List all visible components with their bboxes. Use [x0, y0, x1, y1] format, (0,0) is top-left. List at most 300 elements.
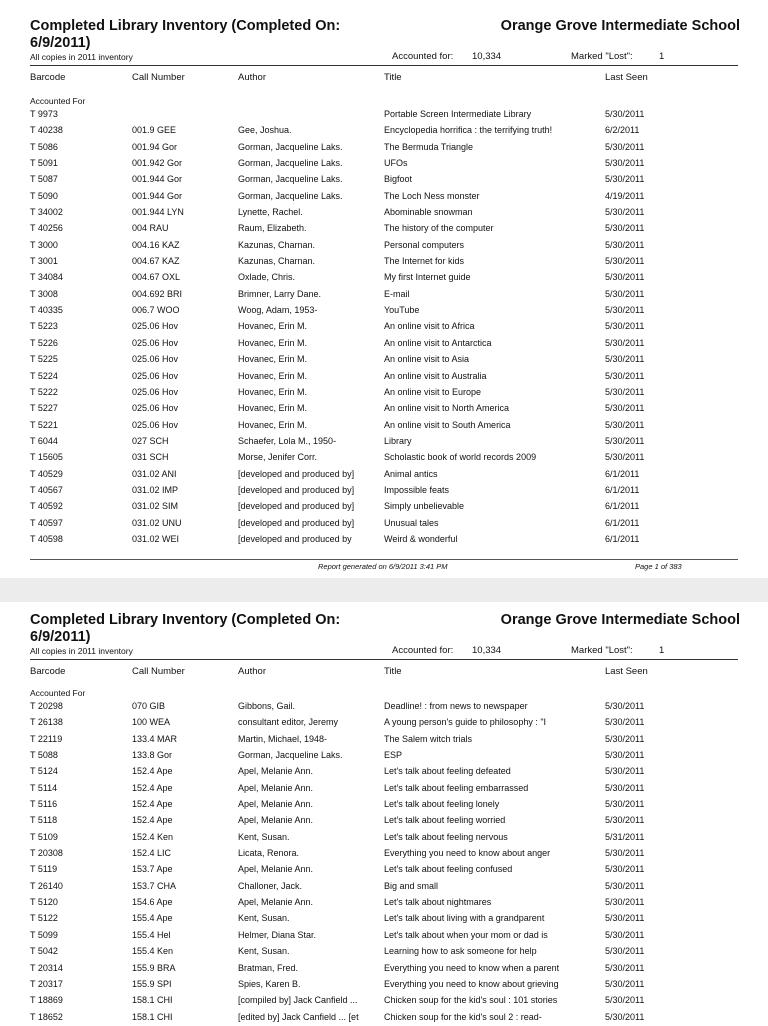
title-cell: Everything you need to know about grieving	[384, 978, 559, 989]
title-cell: Let's talk about feeling worried	[384, 815, 506, 826]
title-cell: Chicken soup for the kid's soul : 101 stories	[384, 995, 558, 1006]
author-cell: Apel, Melanie Ann.	[238, 897, 314, 908]
title-cell: E-mail	[384, 288, 410, 299]
call-number-cell: 152.4 Ken	[132, 831, 174, 842]
last-seen-cell: 6/1/2011	[605, 517, 640, 528]
author-cell: Bratman, Fred.	[238, 962, 299, 973]
author-cell: Gibbons, Gail.	[238, 701, 296, 711]
author-cell: Hovanec, Erin M.	[238, 386, 308, 397]
barcode-cell: T 5122	[30, 913, 58, 924]
last-seen-cell: 5/30/2011	[605, 815, 645, 826]
author-cell: Hovanec, Erin M.	[238, 403, 308, 414]
call-number-cell: 152.4 LIC	[132, 848, 172, 859]
last-seen-cell: 5/30/2011	[605, 929, 645, 940]
author-cell: Hovanec, Erin M.	[238, 354, 308, 365]
column-header-last-seen: Last Seen	[605, 666, 648, 677]
author-cell: Gorman, Jacqueline Laks.	[238, 158, 343, 169]
last-seen-cell: 5/30/2011	[605, 799, 645, 810]
barcode-cell: T 5090	[30, 190, 58, 201]
table-row	[0, 303, 768, 319]
author-cell: Gorman, Jacqueline Laks.	[238, 141, 343, 152]
last-seen-cell: 5/30/2011	[605, 848, 645, 859]
title-cell: An online visit to Africa	[384, 321, 475, 332]
table-row	[0, 830, 768, 846]
column-header-author: Author	[238, 666, 266, 677]
author-cell: Schaefer, Lola M., 1950-	[238, 435, 337, 446]
author-cell: Martin, Michael, 1948-	[238, 733, 328, 744]
call-number-cell: 152.4 Ape	[132, 815, 173, 826]
author-cell: Kazunas, Charnan.	[238, 256, 316, 267]
footer-divider	[30, 559, 738, 560]
title-cell: ESP	[384, 750, 403, 761]
lost-value: 1	[659, 51, 665, 62]
barcode-cell: T 5222	[30, 386, 58, 397]
last-seen-cell: 5/30/2011	[605, 913, 645, 924]
title-cell: The Salem witch trials	[384, 733, 473, 744]
barcode-cell: T 20298	[30, 701, 63, 711]
accounted-label: Accounted for:	[392, 51, 454, 62]
title-cell: Deadline! : from news to newspaper	[384, 701, 528, 711]
title-cell: Let's talk about feeling confused	[384, 864, 513, 875]
barcode-cell: T 6044	[30, 435, 58, 446]
barcode-cell: T 5227	[30, 403, 58, 414]
barcode-cell: T 5091	[30, 158, 58, 169]
call-number-cell: 001.944 Gor	[132, 190, 183, 201]
call-number-cell: 158.1 CHI	[132, 995, 173, 1006]
title-cell: The Internet for kids	[384, 256, 465, 267]
author-cell: Apel, Melanie Ann.	[238, 766, 314, 777]
author-cell: Kent, Susan.	[238, 946, 290, 957]
table-row	[0, 516, 768, 532]
table-row	[0, 172, 768, 188]
table-row	[0, 944, 768, 960]
lost-value: 1	[659, 645, 665, 656]
author-cell: Raum, Elizabeth.	[238, 223, 307, 234]
title-cell: Encyclopedia horrifica : the terrifying truth!	[384, 125, 553, 136]
table-row	[0, 993, 768, 1009]
column-header-barcode: Barcode	[30, 72, 66, 83]
last-seen-cell: 5/30/2011	[605, 305, 645, 316]
last-seen-cell: 5/30/2011	[605, 288, 645, 299]
call-number-cell: 152.4 Ape	[132, 766, 173, 777]
table-row	[0, 107, 768, 123]
author-cell: Gorman, Jacqueline Laks.	[238, 174, 343, 185]
call-number-cell: 001.9 GEE	[132, 125, 177, 136]
call-number-cell: 155.4 Ape	[132, 913, 173, 924]
footer-page-number: Page 1 of 383	[635, 562, 682, 571]
call-number-cell: 153.7 CHA	[132, 880, 177, 891]
barcode-cell: T 5088	[30, 750, 58, 761]
last-seen-cell: 5/30/2011	[605, 321, 645, 332]
last-seen-cell: 5/30/2011	[605, 158, 645, 169]
author-cell: [developed and produced by]	[238, 484, 355, 495]
table-row	[0, 140, 768, 156]
column-header-title: Title	[384, 72, 402, 83]
column-header-author: Author	[238, 72, 266, 83]
title-cell: Everything you need to know when a parent	[384, 962, 560, 973]
barcode-cell: T 5226	[30, 337, 58, 348]
title-cell: An online visit to South America	[384, 419, 511, 430]
barcode-cell: T 40592	[30, 501, 63, 512]
title-cell: Everything you need to know about anger	[384, 848, 551, 859]
title-cell: The history of the computer	[384, 223, 494, 234]
last-seen-cell: 6/1/2011	[605, 533, 640, 544]
table-row	[0, 336, 768, 352]
barcode-cell: T 5086	[30, 141, 58, 152]
title-cell: Library	[384, 435, 412, 446]
call-number-cell: 001.944 LYN	[132, 207, 184, 218]
author-cell: Apel, Melanie Ann.	[238, 782, 314, 793]
last-seen-cell: 5/30/2011	[605, 452, 645, 463]
author-cell: Licata, Renora.	[238, 848, 300, 859]
table-row	[0, 450, 768, 466]
last-seen-cell: 5/30/2011	[605, 946, 645, 957]
barcode-cell: T 40335	[30, 305, 63, 316]
barcode-cell: T 20308	[30, 848, 63, 859]
last-seen-cell: 5/30/2011	[605, 403, 645, 414]
table-row	[0, 205, 768, 221]
call-number-cell: 031 SCH	[132, 452, 169, 463]
lost-label: Marked "Lost":	[571, 645, 633, 656]
barcode-cell: T 40598	[30, 533, 63, 544]
table-row	[0, 352, 768, 368]
last-seen-cell: 5/30/2011	[605, 141, 645, 152]
table-row	[0, 928, 768, 944]
barcode-cell: T 5221	[30, 419, 58, 430]
title-cell: Let's talk about feeling lonely	[384, 799, 500, 810]
title-cell: Let's talk about feeling defeated	[384, 766, 511, 777]
title-cell: Big and small	[384, 880, 439, 891]
last-seen-cell: 5/30/2011	[605, 435, 645, 446]
lost-label: Marked "Lost":	[571, 51, 633, 62]
author-cell: Kazunas, Charnan.	[238, 239, 316, 250]
last-seen-cell: 5/30/2011	[605, 207, 645, 218]
last-seen-cell: 5/30/2011	[605, 782, 645, 793]
barcode-cell: T 3000	[30, 239, 58, 250]
call-number-cell: 158.1 CHI	[132, 1011, 173, 1022]
last-seen-cell: 5/30/2011	[605, 354, 645, 365]
last-seen-cell: 5/30/2011	[605, 766, 645, 777]
title-cell: Weird & wonderful	[384, 533, 458, 544]
title-cell: Animal antics	[384, 468, 438, 479]
table-row	[0, 911, 768, 927]
barcode-cell: T 40529	[30, 468, 63, 479]
title-cell: My first Internet guide	[384, 272, 471, 283]
inventory-table-page-2	[0, 699, 768, 1026]
author-cell: [developed and produced by]	[238, 468, 355, 479]
last-seen-cell: 5/30/2011	[605, 223, 645, 234]
barcode-cell: T 15605	[30, 452, 63, 463]
author-cell: Gorman, Jacqueline Laks.	[238, 190, 343, 201]
school-name: Orange Grove Intermediate School	[500, 612, 740, 628]
report-subtitle: All copies in 2011 inventory	[30, 52, 133, 62]
author-cell: Oxlade, Chris.	[238, 272, 296, 283]
title-cell: Chicken soup for the kid's soul 2 : read-	[384, 1011, 542, 1022]
title-cell: The Loch Ness monster	[384, 190, 480, 201]
last-seen-cell: 5/30/2011	[605, 370, 645, 381]
barcode-cell: T 18869	[30, 995, 63, 1006]
column-header-call-number: Call Number	[132, 666, 185, 677]
column-header-title: Title	[384, 666, 402, 677]
barcode-cell: T 9973	[30, 109, 58, 119]
table-row	[0, 797, 768, 813]
last-seen-cell: 6/1/2011	[605, 468, 640, 479]
call-number-cell: 004.692 BRI	[132, 288, 183, 299]
table-row	[0, 748, 768, 764]
barcode-cell: T 40567	[30, 484, 63, 495]
call-number-cell: 027 SCH	[132, 435, 169, 446]
barcode-cell: T 34084	[30, 272, 63, 283]
call-number-cell: 031.02 IMP	[132, 484, 179, 495]
accounted-value: 10,334	[472, 645, 502, 656]
author-cell: Brimner, Larry Dane.	[238, 288, 322, 299]
table-row	[0, 1010, 768, 1026]
title-cell: Simply unbelievable	[384, 501, 465, 512]
author-cell: Spies, Karen B.	[238, 978, 301, 989]
last-seen-cell: 5/30/2011	[605, 239, 645, 250]
last-seen-cell: 5/30/2011	[605, 272, 645, 283]
section-label: Accounted For	[30, 96, 86, 106]
last-seen-cell: 6/2/2011	[605, 125, 640, 136]
title-cell: Abominable snowman	[384, 207, 473, 218]
barcode-cell: T 40238	[30, 125, 63, 136]
author-cell: Apel, Melanie Ann.	[238, 864, 314, 875]
table-row	[0, 123, 768, 139]
author-cell: [developed and produced by]	[238, 517, 355, 528]
author-cell: Kent, Susan.	[238, 831, 290, 842]
barcode-cell: T 5224	[30, 370, 58, 381]
barcode-cell: T 40597	[30, 517, 63, 528]
barcode-cell: T 5223	[30, 321, 58, 332]
title-cell: Let's talk about feeling embarrassed	[384, 782, 529, 793]
author-cell: Morse, Jenifer Corr.	[238, 452, 318, 463]
author-cell: Hovanec, Erin M.	[238, 321, 308, 332]
author-cell: [compiled by] Jack Canfield ...	[238, 995, 358, 1006]
call-number-cell: 025.06 Hov	[132, 403, 179, 414]
call-number-cell: 155.9 BRA	[132, 962, 176, 973]
table-row	[0, 879, 768, 895]
author-cell: Hovanec, Erin M.	[238, 370, 308, 381]
last-seen-cell: 5/30/2011	[605, 733, 645, 744]
author-cell: Gee, Joshua.	[238, 125, 292, 136]
barcode-cell: T 34002	[30, 207, 63, 218]
barcode-cell: T 5087	[30, 174, 58, 185]
call-number-cell: 100 WEA	[132, 717, 171, 728]
title-cell: A young person's guide to philosophy : "I	[384, 717, 547, 728]
barcode-cell: T 5118	[30, 815, 58, 826]
last-seen-cell: 5/30/2011	[605, 864, 645, 875]
last-seen-cell: 5/30/2011	[605, 386, 645, 397]
last-seen-cell: 5/30/2011	[605, 701, 645, 711]
last-seen-cell: 5/30/2011	[605, 256, 645, 267]
barcode-cell: T 3001	[30, 256, 58, 267]
table-row	[0, 732, 768, 748]
table-row	[0, 319, 768, 335]
table-row	[0, 764, 768, 780]
call-number-cell: 070 GIB	[132, 701, 166, 711]
author-cell: Hovanec, Erin M.	[238, 337, 308, 348]
call-number-cell: 025.06 Hov	[132, 386, 179, 397]
table-row	[0, 434, 768, 450]
table-row	[0, 483, 768, 499]
table-row	[0, 270, 768, 286]
table-row	[0, 961, 768, 977]
title-cell: Learning how to ask someone for help	[384, 946, 537, 957]
header-divider	[30, 65, 738, 66]
section-label: Accounted For	[30, 688, 86, 698]
report-title: Completed Library Inventory (Completed On: 6/9/2011)	[30, 18, 341, 51]
title-cell: Let's talk about nightmares	[384, 897, 492, 908]
column-header-barcode: Barcode	[30, 666, 66, 677]
call-number-cell: 004.67 KAZ	[132, 256, 180, 267]
table-row	[0, 532, 768, 548]
author-cell: Challoner, Jack.	[238, 880, 303, 891]
table-row	[0, 499, 768, 515]
last-seen-cell: 6/1/2011	[605, 484, 640, 495]
call-number-cell: 004 RAU	[132, 223, 169, 234]
title-cell: Let's talk about feeling nervous	[384, 831, 508, 842]
call-number-cell: 025.06 Hov	[132, 337, 179, 348]
table-row	[0, 287, 768, 303]
barcode-cell: T 40256	[30, 223, 63, 234]
author-cell: Hovanec, Erin M.	[238, 419, 308, 430]
call-number-cell: 155.4 Ken	[132, 946, 174, 957]
title-cell: YouTube	[384, 305, 420, 316]
last-seen-cell: 5/30/2011	[605, 419, 645, 430]
barcode-cell: T 5225	[30, 354, 58, 365]
title-cell: An online visit to Asia	[384, 354, 470, 365]
title-cell: An online visit to Europe	[384, 386, 482, 397]
author-cell: Helmer, Diana Star.	[238, 929, 317, 940]
title-cell: The Bermuda Triangle	[384, 141, 474, 152]
call-number-cell: 153.7 Ape	[132, 864, 173, 875]
title-cell: Let's talk about when your mom or dad is	[384, 929, 548, 940]
author-cell: consultant editor, Jeremy	[238, 717, 339, 728]
report-subtitle: All copies in 2011 inventory	[30, 646, 133, 656]
table-row	[0, 781, 768, 797]
last-seen-cell: 5/30/2011	[605, 880, 645, 891]
table-row	[0, 977, 768, 993]
table-row	[0, 401, 768, 417]
school-name: Orange Grove Intermediate School	[500, 18, 740, 34]
call-number-cell: 133.4 MAR	[132, 733, 178, 744]
header-divider	[30, 659, 738, 660]
title-cell: UFOs	[384, 158, 408, 169]
table-row	[0, 699, 768, 715]
title-cell: Scholastic book of world records 2009	[384, 452, 537, 463]
author-cell: [developed and produced by	[238, 533, 352, 544]
call-number-cell: 152.4 Ape	[132, 799, 173, 810]
title-cell: Let's talk about living with a grandparent	[384, 913, 545, 924]
barcode-cell: T 20317	[30, 978, 63, 989]
call-number-cell: 155.9 SPI	[132, 978, 172, 989]
call-number-cell: 025.06 Hov	[132, 370, 179, 381]
call-number-cell: 152.4 Ape	[132, 782, 173, 793]
barcode-cell: T 26138	[30, 717, 63, 728]
last-seen-cell: 5/30/2011	[605, 962, 645, 973]
author-cell: Kent, Susan.	[238, 913, 290, 924]
barcode-cell: T 22119	[30, 733, 63, 744]
author-cell: [developed and produced by]	[238, 501, 355, 512]
table-row	[0, 862, 768, 878]
table-row	[0, 369, 768, 385]
call-number-cell: 006.7 WOO	[132, 305, 180, 316]
title-cell: Personal computers	[384, 239, 465, 250]
author-cell: Lynette, Rachel.	[238, 207, 303, 218]
barcode-cell: T 20314	[30, 962, 63, 973]
table-row	[0, 385, 768, 401]
author-cell: Apel, Melanie Ann.	[238, 799, 314, 810]
call-number-cell: 031.02 UNU	[132, 517, 182, 528]
title-cell: An online visit to Australia	[384, 370, 487, 381]
call-number-cell: 001.942 Gor	[132, 158, 183, 169]
call-number-cell: 025.06 Hov	[132, 419, 179, 430]
barcode-cell: T 5120	[30, 897, 58, 908]
last-seen-cell: 5/30/2011	[605, 897, 645, 908]
barcode-cell: T 18652	[30, 1011, 63, 1022]
call-number-cell: 133.8 Gor	[132, 750, 173, 761]
last-seen-cell: 6/1/2011	[605, 501, 640, 512]
barcode-cell: T 5109	[30, 831, 58, 842]
accounted-label: Accounted for:	[392, 645, 454, 656]
report-title: Completed Library Inventory (Completed On: 6/9/2011)	[30, 612, 341, 645]
barcode-cell: T 3008	[30, 288, 58, 299]
barcode-cell: T 5116	[30, 799, 58, 810]
barcode-cell: T 5099	[30, 929, 58, 940]
last-seen-cell: 4/19/2011	[605, 190, 645, 201]
call-number-cell: 025.06 Hov	[132, 354, 179, 365]
table-row	[0, 254, 768, 270]
barcode-cell: T 5124	[30, 766, 58, 777]
report-page-2	[0, 578, 768, 1024]
barcode-cell: T 5119	[30, 864, 58, 875]
footer-generated: Report generated on 6/9/2011 3:41 PM	[318, 562, 448, 571]
call-number-cell: 001.94 Gor	[132, 141, 178, 152]
accounted-value: 10,334	[472, 51, 502, 62]
last-seen-cell: 5/30/2011	[605, 978, 645, 989]
call-number-cell: 004.16 KAZ	[132, 239, 180, 250]
author-cell: Gorman, Jacqueline Laks.	[238, 750, 343, 761]
inventory-table-page-1	[0, 107, 768, 548]
title-cell: An online visit to Antarctica	[384, 337, 492, 348]
table-row	[0, 189, 768, 205]
table-row	[0, 156, 768, 172]
last-seen-cell: 5/30/2011	[605, 750, 645, 761]
last-seen-cell: 5/31/2011	[605, 831, 645, 842]
call-number-cell: 155.4 Hel	[132, 929, 171, 940]
title-cell: Bigfoot	[384, 174, 413, 185]
table-row	[0, 221, 768, 237]
barcode-cell: T 5114	[30, 782, 58, 793]
table-row	[0, 418, 768, 434]
column-header-last-seen: Last Seen	[605, 72, 648, 83]
last-seen-cell: 5/30/2011	[605, 174, 645, 185]
author-cell: Woog, Adam, 1953-	[238, 305, 318, 316]
last-seen-cell: 5/30/2011	[605, 337, 645, 348]
last-seen-cell: 5/30/2011	[605, 1011, 645, 1022]
call-number-cell: 154.6 Ape	[132, 897, 173, 908]
last-seen-cell: 5/30/2011	[605, 109, 645, 119]
title-cell: Unusual tales	[384, 517, 439, 528]
table-row	[0, 467, 768, 483]
call-number-cell: 001.944 Gor	[132, 174, 183, 185]
table-row	[0, 238, 768, 254]
title-cell: An online visit to North America	[384, 403, 510, 414]
author-cell: Apel, Melanie Ann.	[238, 815, 314, 826]
last-seen-cell: 5/30/2011	[605, 717, 645, 728]
barcode-cell: T 5042	[30, 946, 58, 957]
call-number-cell: 031.02 SIM	[132, 501, 179, 512]
